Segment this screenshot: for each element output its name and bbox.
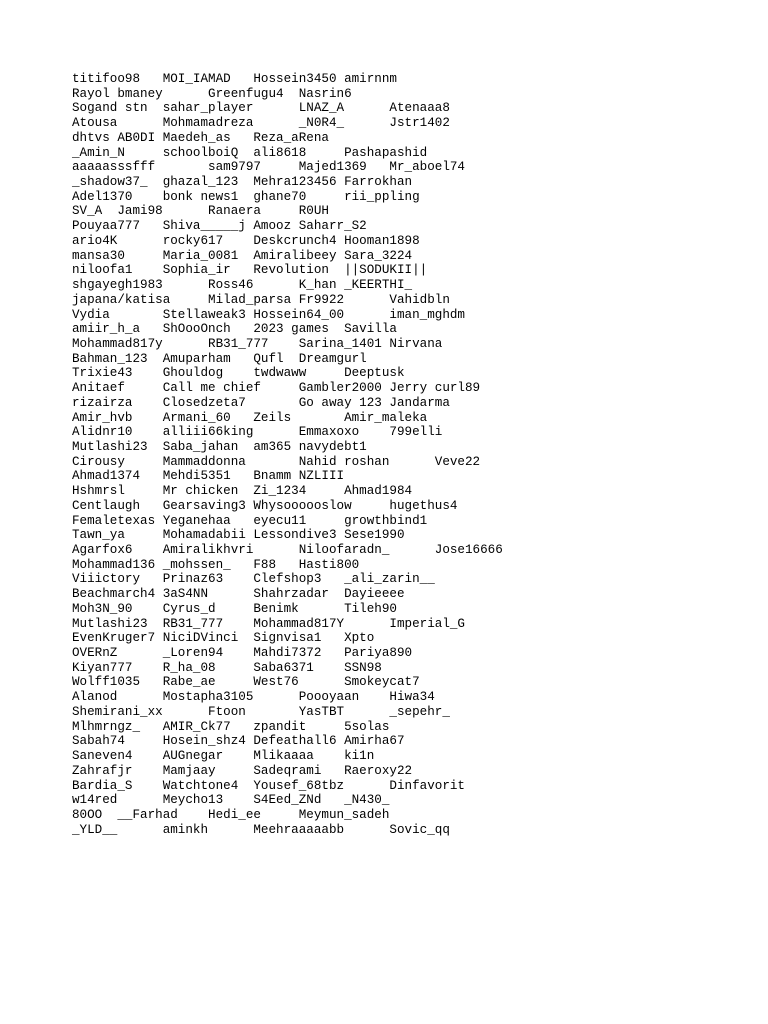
text-line: Amir_hvb Armani_60 Zeils Amir_maleka: [72, 410, 428, 425]
text-line: Bahman_123 Amuparham Qufl Dreamgurl: [72, 351, 367, 366]
text-line: Agarfox6 Amiralikhvri Niloofaradn_ Jose16666: [72, 543, 503, 557]
text-line: Mohammad136 _mohssen_ F88 Hasti800: [72, 557, 360, 572]
text-line: dhtvs AB0DI Maedeh_as Reza_aRena: [72, 130, 329, 145]
text-line: Adel1370 bonk news1 ghane70 rii_ppling: [72, 189, 420, 204]
text-line: Kiyan777 R_ha_08 Saba6371 SSN98: [72, 660, 382, 675]
text-line: rizairza Closedzeta7 Go away 123 Jandarma: [72, 395, 450, 410]
text-line: shgayegh1983 Ross46 K_han _KEERTHI_: [72, 278, 413, 293]
text-line: Alidnr10 alliii66king Emmaxoxo 799elli: [72, 425, 443, 440]
text-line: w14red Meycho13 S4Eed_ZNd _N430_: [72, 793, 390, 808]
text-line: ario4K rocky617 Deskcrunch4 Hooman1898: [72, 233, 420, 248]
text-line: _YLD__ aminkh Meehraaaaabb Sovic_qq: [72, 822, 450, 837]
text-line: Anitaef Call me chief Gambler2000 Jerry curl89: [72, 381, 481, 396]
text-line: aaaaasssfff sam9797 Majed1369 Mr_aboel74: [72, 160, 465, 175]
text-line: SV_A Jami98 Ranaera R0UH: [72, 204, 329, 219]
text-line: _Amin_N schoolboiQ ali8618 Pashapashid: [72, 145, 428, 160]
text-line: Vydia Stellaweak3 Hossein64_00 iman_mghdm: [72, 307, 465, 322]
text-line: Beachmarch4 3aS4NN Shahrzadar Dayieeee: [72, 587, 405, 602]
text-line: Centlaugh Gearsaving3 Whysoooooslow hugethus4: [72, 498, 458, 513]
text-line: mansa30 Maria_0081 Amiralibeey Sara_3224: [72, 248, 413, 263]
text-line: Pouyaa777 Shiva_____j Amooz Saharr_S2: [72, 219, 367, 234]
text-line: Alanod Mostapha3105 Poooyaan Hiwa34: [72, 690, 435, 705]
text-line: Trixie43 Ghouldog twdwaww Deeptusk: [72, 366, 405, 381]
text-line: Mutlashi23 RB31_777 Mohammad817Y Imperial_G: [72, 616, 465, 631]
text-line: niloofa1 Sophia_ir Revolution ||SODUKII||: [72, 263, 428, 278]
text-line: Mlhmrngz_ AMIR_Ck77 zpandit 5solas: [72, 719, 390, 734]
text-line: Bardia_S Watchtone4 Yousef_68tbz Dinfavorit: [72, 778, 465, 793]
text-line: EvenKruger7 NiciDVinci Signvisa1 Xpto: [72, 631, 375, 646]
text-line: Cirousy Mammaddonna Nahid roshan Veve22: [72, 454, 481, 469]
text-line: 80OO __Farhad Hedi_ee Meymun_sadeh: [72, 807, 390, 822]
text-line: Ahmad1374 Mehdi5351 Bnamm NZLIII: [72, 469, 345, 484]
text-line: OVERnZ _Loren94 Mahdi7372 Pariya890: [72, 646, 413, 661]
text-line: Mohammad817y RB31_777 Sarina_1401 Nirvana: [72, 336, 443, 351]
text-line: Hshmrsl Mr chicken Zi_1234 Ahmad1984: [72, 484, 413, 499]
text-line: Rayol bmaney Greenfugu4 Nasrin6: [72, 86, 352, 101]
text-line: Moh3N_90 Cyrus_d Benimk Tileh90: [72, 601, 397, 616]
text-line: _shadow37_ ghazal_123 Mehra123456 Farrokhan: [72, 175, 413, 190]
text-line: Shemirani_xx Ftoon YasTBT _sepehr_: [72, 704, 450, 719]
text-line: titifoo98 MOI_IAMAD Hossein3450 amirnnm: [72, 72, 397, 86]
text-line: Sogand stn sahar_player LNAZ_A Atenaaa8: [72, 101, 450, 116]
text-line: Tawn_ya Mohamadabii Lessondive3 Sese1990: [72, 528, 405, 543]
text-line: Viiictory Prinaz63 Clefshop3 _ali_zarin__: [72, 572, 435, 587]
text-line: Wolff1035 Rabe_ae West76 Smokeycat7: [72, 675, 420, 690]
text-line: Saneven4 AUGnegar Mlikaaaa ki1n: [72, 749, 375, 764]
text-line: Zahrafjr Mamjaay Sadeqrami Raeroxy22: [72, 763, 413, 778]
text-line: Femaletexas Yeganehaa eyecu11 growthbind1: [72, 513, 428, 528]
text-line: japana/katisa Milad_parsa Fr9922 Vahidbln: [72, 292, 450, 307]
text-line: Mutlashi23 Saba_jahan am365 navydebt1: [72, 439, 367, 454]
text-line: Sabah74 Hosein_shz4 Defeathall6 Amirha67: [72, 734, 405, 749]
text-line: Atousa Mohmamadreza _N0R4_ Jstr1402: [72, 116, 450, 131]
username-list: [72, 72, 503, 837]
text-line: amiir_h_a ShOooOnch 2023 games Savilla: [72, 322, 397, 337]
